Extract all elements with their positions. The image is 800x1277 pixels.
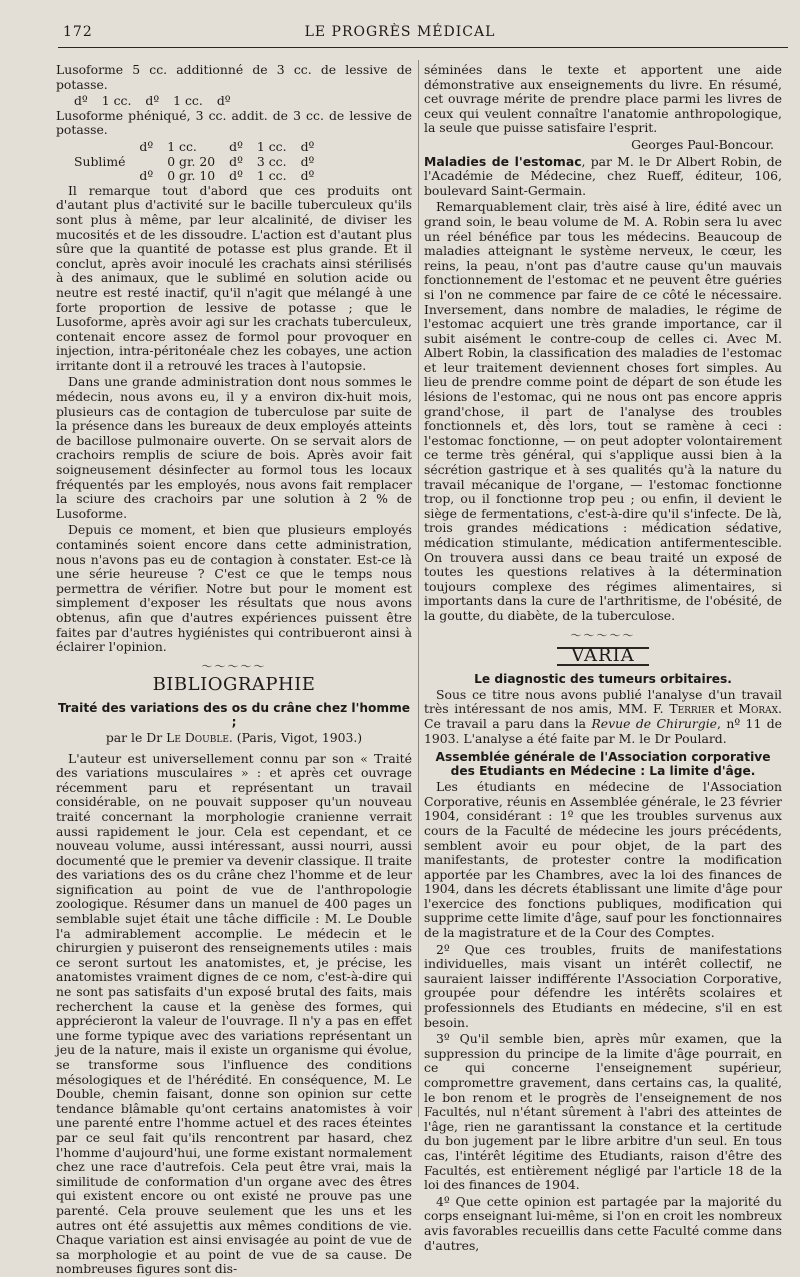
text-run: , nº 11 de 1903. L'analyse a été faite par M. le Dr Poulard.	[424, 715, 782, 746]
book-info: , par M. le Dr Albert Robin, de l'Académie de Médecine, chez Rueff, éditeur, 106, boulevard Saint-Germain.	[424, 153, 783, 198]
table-cell: dº	[229, 138, 243, 154]
byline-suffix: . (Paris, Vigot, 1903.)	[228, 729, 363, 745]
table-cell: dº	[300, 153, 315, 169]
article-byline	[56, 731, 412, 746]
book-entry-estomac	[424, 155, 782, 199]
byline-prefix: par le Dr	[105, 729, 163, 745]
table-cell: 0 gr. 20	[167, 153, 216, 169]
varia-title-2: Assemblée générale de l'Association corporative des Etudiants en Médecine : La limite d'âge.	[435, 750, 771, 779]
byline-author: Le Double	[166, 729, 229, 745]
ornament-divider: 〜〜〜〜〜	[201, 659, 267, 673]
review-paragraph: L'auteur est universellement connu par son « Traité des variations musculaires » : et après cet ouvrage récemment paru et représentant un travail considérable, on ne pouvait supposer qu'un nouveau traité concernant la morphologie cranienne verrait aussi rapidement le jour. Cela est cependant, et ce nouveau volume, aussi intéressant, aussi nourri, aussi documenté que le premier va devenir classique. Il traite des variations des os du crâne chez l'homme et de leur signification au point de vue de l'anthropologie zoologique. Résumer dans un manuel de 400 pages un semblable sujet était une tâche difficile : M. Le Double l'a admirablement accomplie. Le médecin et le chirurgien y puiseront des renseignements utiles : mais ce seront surtout les anatomistes, et, je précise, les anatomistes vraiment dignes de ce nom, c'est-à-dire qui ne sont pas satisfaits d'un exposé brutal des faits, mais recherchent la cause et la genèse des formes, qui apprécieront la valeur de l'ouvrage. Il n'y a pas en effet une forme typique avec des variations représentant un jeu de la nature, mais il existe un organisme qui évolue, se transforme sous l'influence des conditions mésologiques et de l'hérédité. En conséquence, M. Le Double, chemin faisant, donne son opinion sur cette tendance blâmable qu'ont certains anatomistes à voir une parenté entre l'homme actuel et des races éteintes par ce seul fait qu'ils rencontrent par hasard, chez l'homme d'aujourd'hui, une forme existant normalement chez une race d'autrefois. Cela peut être vrai, mais la similitude de conformation d'un organe avec des êtres qui existent encore ou ont existé ne prouve pas une parenté. Cela prouve seulement que les uns et les autres ont été assujettis aux mêmes conditions de vie. Chaque variation est ainsi envisagée au point de vue de sa morphologie et au point de vue de sa cause. De nombreuses figures sont dis-	[56, 750, 412, 1277]
table-cell: dº	[229, 153, 243, 169]
paragraph: Il remarque tout d'abord que ces produits ont d'autant plus d'activité sur le bacille tuberculeux qu'ils sont plus à même, par leur alcalinité, de diviser les mucosités et de les dissoudre. L'action est d'autant plus sûre que la quantité de potasse est plus grande. Et il conclut, après avoir inoculé les crachats ainsi stérilisés à des animaux, que le sublimé en solution acide ou neutre est resté inactif, qu'il n'agit que mélangé à une forte proportion de lessive de potasse ; que le Lusoforme, après avoir agi sur les crachats tuberculeux, contenait encore assez de formol pour provoquer en injection, intra-péritonéale chez les cobayes, une action irritante dont il a retrouvé les traces à l'autopsie.	[56, 182, 412, 373]
text-run: Sous ce titre nous avons publié l'analyse d'un travail très intéressant de nos amis, MM. F.	[424, 686, 782, 717]
text-run: et	[714, 701, 739, 717]
author-name: Morax	[738, 701, 779, 717]
right-column	[424, 62, 783, 1253]
table-cell: 1 cc.	[101, 93, 132, 109]
page-number: 172	[63, 24, 93, 40]
author-name: Terrier	[669, 701, 715, 717]
paragraph: Depuis ce moment, et bien que plusieurs employés contaminés soient encore dans cette administration, nous n'avons pas eu de contagion à constater. Est-ce là une série heureuse ? C'est ce que le temps nous permettra de vérifier. Notre but pour le moment est simplement d'exposer les résultats que nous avons obtenus, afin que d'autres expériences puissent être faites par d'autres hygiénistes qui contribueront ainsi à éclairer l'opinion.	[56, 522, 412, 655]
table-cell: Sublimé	[74, 153, 126, 169]
dose-table-2	[74, 140, 328, 184]
lusoforme-line: Lusoforme 5 cc. additionné de 3 cc. de lessive de potasse.	[56, 62, 412, 92]
dose-table-1	[74, 94, 245, 109]
varia-heading-text: VARIA	[557, 647, 648, 666]
table-row	[74, 140, 328, 155]
review-continuation: séminées dans le texte et apportent une aide démonstrative aux enseignements du livre. En résumé, cet ouvrage mérite de prendre place parmi les livres de ceux qui veulent connaître l'anatomie anthropologique, la seule que puisse satisfaire l'esprit.	[424, 62, 782, 136]
table-row	[74, 169, 328, 184]
table-cell: dº	[300, 168, 315, 184]
page-header	[0, 24, 800, 48]
table-cell	[74, 140, 139, 155]
left-column	[56, 62, 412, 1277]
phenique-line: Lusoforme phéniqué, 3 cc. addit. de 3 cc. de lessive de potasse.	[56, 107, 412, 138]
table-cell	[74, 169, 139, 184]
table-cell: 3 cc.	[256, 153, 287, 169]
table-cell: dº	[145, 93, 160, 109]
varia-paragraph: 2º Que ces troubles, fruits de manifestations individuelles, mais visant un intérêt collectif, ne sauraient laisser indifférente l'Association Corporative, groupée pour défendre les intérêts scolaires et professionnels des Etudiants en médecine, s'il en est besoin.	[424, 941, 782, 1030]
varia-paragraph: Les étudiants en médecine de l'Association Corporative, réunis en Assemblée générale, le 23 février 1904, considérant : 1º que les troubles survenus aux cours de la Faculté de médecine les jours précédents, semblent avoir eu pour objet, de la part des manifestants, de protester contre la modification apportée par les Chambres, avec la loi des finances de 1904, dans les décrets établissant une limite d'âge pour l'exercice des fonctions publiques, modification qui supprime cette limite d'âge, sauf pour les fonctionnaires de la magistrature et de la Cour des Comptes.	[424, 779, 782, 941]
table-cell: dº	[229, 168, 243, 184]
varia-paragraph: 4º Que cette opinion est partagée par la majorité du corps enseignant lui-même, si l'on en croit les nombreux avis favorables recueillis dans cette Faculté comme dans d'autres,	[424, 1193, 782, 1253]
book-title: Maladies de l'estomac	[424, 153, 582, 169]
paragraph: Dans une grande administration dont nous sommes le médecin, nous avons eu, il y a environ dix-huit mois, plusieurs cas de contagion de tuberculose par suite de la présence dans les bureaux de deux employés atteints de bacillose pulmonaire ouverte. On se servait alors de crachoirs remplis de sciure de bois. Après avoir fait soigneusement désinfecter au formol tous les locaux fréquentés par les employés, nous avons fait remplacer la sciure des crachoirs par une solution à 2 % de Lusoforme.	[56, 374, 412, 521]
section-heading-varia	[424, 647, 782, 666]
journal-title: LE PROGRÈS MÉDICAL	[304, 24, 496, 40]
column-divider	[418, 60, 419, 1117]
table-cell: dº	[216, 93, 231, 109]
header-rule	[58, 47, 788, 48]
table-cell: 1 cc.	[256, 168, 287, 184]
table-row	[74, 94, 245, 109]
varia-paragraph-1	[424, 688, 782, 746]
table-cell: dº	[139, 168, 154, 184]
table-cell: dº	[300, 138, 315, 154]
table-cell: 1 cc.	[173, 93, 203, 109]
text-run: . Ce travail a paru dans la	[424, 701, 782, 731]
book-review: Remarquablement clair, très aisé à lire, édité avec un grand soin, le beau volume de M. A. Robin sera lu avec un réel bénéfice par tous les médecins. Beaucoup de maladies atteignant le système nerveux, le cœur, les reins, la peau, n'ont pas d'autre cause qu'un mauvais fonctionnement de l'estomac et ne peuvent être guéries si l'on ne commence par faire de ce côté le nécessaire. Inversement, dans nombre de maladies, le régime de l'estomac acquiert une très grande importance, car il subit aisément le contre-coup de celles ci. Avec M. Albert Robin, la classification des maladies de l'estomac et leur traitement deviennent choses fort simples. Au lieu de prendre comme point de départ de son étude les lésions de l'estomac, qui ne nous ont pas encore appris grand'chose, il part de l'analyse des troubles fonctionnels et, dès lors, tout se ramène à ceci : l'estomac fonctionne, — on peut adopter volontairement ce terme très général, qui s'applique aussi bien à la sécrétion gastrique et à ses qualités qu'à la nature du travail mécanique de l'organe, — l'estomac fonctionne trop, ou il fonctionne trop peu ; ou enfin, il devient le siège de fermentations, c'est-à-dire qu'il s'infecte. De là, trois grandes médications : médication sédative, médication stimulante, médication antifermentescible. On trouvera aussi dans ce beau traité un exposé de toutes les questions relatives à la détermination toujours complexe des régimes alimentaires, si importants dans la cure de l'arthritisme, de l'obésité, de la goutte, du diabète, de la tuberculose.	[424, 199, 782, 623]
table-cell: dº	[139, 138, 154, 154]
table-row	[74, 155, 328, 170]
varia-paragraph: 3º Qu'il semble bien, après mûr examen, que la suppression du principe de la limite d'âge pourrait, en ce qui concerne l'enseignement supérieur, compromettre gravement, dans certains cas, la qualité, le bon renom et le progrès de l'enseignement de nos Facultés, nul n'étant sûrement à l'abri des atteintes de l'âge, rien ne garantissant la constance et la certitude du bon jugement par le libre arbitre d'un seul. En tous cas, l'intérêt légitime des Etudiants, raison d'être des Facultés, est entièrement négligé par l'article 18 de la loi des finances de 1904.	[424, 1031, 782, 1193]
section-heading-bibliographie: BIBLIOGRAPHIE	[152, 674, 316, 696]
table-cell	[139, 155, 167, 170]
journal-name: Revue de Chirurgie	[591, 715, 717, 731]
ornament-divider: 〜〜〜〜〜	[570, 628, 636, 642]
table-cell: 0 gr. 10	[167, 168, 216, 184]
table-cell: 1 cc.	[256, 138, 287, 154]
table-cell: dº	[74, 93, 88, 109]
review-signature: Georges Paul-Boncour.	[631, 136, 774, 152]
article-title: Traité des variations des os du crâne chez l'homme ;	[57, 700, 411, 729]
varia-title-1: Le diagnostic des tumeurs orbitaires.	[474, 671, 732, 686]
table-cell: 1 cc.	[167, 138, 197, 154]
